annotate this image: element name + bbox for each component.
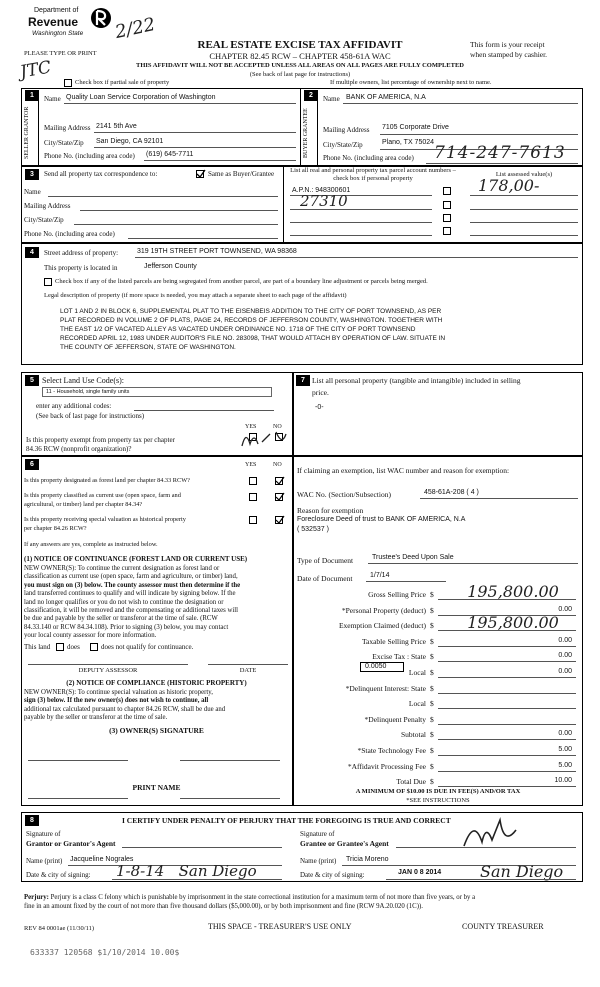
buyer-grantee-label: BUYER GRANTEE [303,108,309,158]
see-back: (See back of last page for instructions) [249,71,351,78]
s6-q3b: per chapter 84.26 RCW? [24,525,87,532]
certify-statement: I CERTIFY UNDER PENALTY OF PERJURY THAT THE FOREGOING IS TRUE AND CORRECT [122,816,451,825]
currency-sign: $ [430,714,434,724]
exempt-scribble-icon [240,428,290,450]
calc-row-value[interactable]: 0.00 [558,730,572,738]
grantee-date-stamp: JAN 0 8 2014 [398,869,442,876]
calc-row-label: *State Technology Fee [357,746,426,755]
does-label: does [67,643,80,651]
form-subtitle: CHAPTER 82.45 RCW – CHAPTER 458-61A WAC [209,51,391,61]
reason-label: Reason for exemption [297,506,364,515]
section-1-number: 1 [25,90,39,101]
section-2-number: 2 [304,90,318,101]
landuse-see-back: (See back of last page for instructions) [36,412,145,420]
s6-q2-yes-checkbox[interactable] [249,493,257,501]
deputy-assessor-label: DEPUTY ASSESSOR [78,667,138,674]
receipt-note-1: This form is your receipt [470,40,545,49]
does-not-label: does not qualify for continuance. [101,643,194,651]
s6-q3-yes-checkbox[interactable] [249,516,257,524]
s6-q1-no-check-icon [275,476,285,486]
legal-line-3: THE EAST 1/2 OF VACATED ALLEY AS VACATED UNDER ORDINANCE NO. 1718 OF THE CITY OF PORT TOWNSEND [60,326,416,333]
notice1-line: be due and payable by the seller or transferor at the time of sale. (RCW [24,615,218,623]
parcel-list-header: List all real and personal property tax parcel account numbers – check box if personal property [290,167,456,182]
calc-row-value[interactable]: 5.00 [558,746,572,753]
notice1-line: land transferred continues to qualify and will indicate by signing below. If the [24,590,236,598]
buyer-phone-field[interactable]: 714-247-7613 [434,143,566,163]
section7-label-2: price. [312,388,329,397]
seller-grantor-label: SELLER GRANTOR [24,106,30,160]
seller-city-label: City/State/Zip [44,139,84,147]
grantor-date-label: Date & city of signing: [26,871,91,879]
grantor-name-field[interactable]: Jacqueline Nograles [70,856,134,863]
partial-sale-label: Check box if partial sale of property [75,79,170,86]
section-6-number: 6 [25,459,39,470]
notice1-line: you must sign on (3) below. The county assessor must then determine if the [24,581,241,589]
calc-row-value[interactable]: 5.00 [558,761,572,769]
calc-row-label: *Affidavit Processing Fee [347,761,426,771]
notice2-text [24,689,289,723]
grantor-date-handwritten: 1-8-14 San Diego [116,862,257,880]
buyer-address-label: Mailing Address [323,126,370,134]
correspondence-label: Send all property tax correspondence to: [44,170,158,178]
this-land-label: This land [24,643,51,651]
revenue-logo [20,6,90,46]
corr-city-label: City/State/Zip [24,216,64,224]
section7-label-1: List all personal property (tangible and intangible) included in selling [312,376,521,385]
legal-line-5: THE COUNTY OF JEFFERSON, STATE OF WASHINGTON. [60,344,236,351]
dept-line2: Revenue [28,15,79,29]
seller-address-field[interactable]: 2141 5th Ave [96,123,137,130]
parcel-3-checkbox[interactable] [443,214,451,222]
perjury-text-2: fine in an amount fixed by the court of not more than five thousand dollars ($5,000.00), or by both imprisonment and fine (RCW 9A.20.020 (1C)). [24,903,423,910]
assessed-header: List assessed value(s) [495,171,553,178]
calc-row-label: Excise Tax : State [372,652,426,662]
seller-phone-label: Phone No. (including area code) [44,152,135,160]
calc-row-label: Gross Selling Price [368,590,426,599]
located-label: This property is located in [44,264,118,272]
calc-row-label: *Personal Property (deduct) [341,605,426,615]
notice1-line: your local county assessor for more information. [24,632,157,640]
currency-sign: $ [430,746,434,755]
s6-yes: YES [245,462,257,468]
calc-row-value[interactable]: 10.00 [554,777,572,785]
notice2-line: payable by the seller or transferor at the time of sale. [24,714,168,722]
s6-if-yes: If any answers are yes, complete as instructed below. [24,541,158,548]
receipt-line: 633337 120568 $1/10/2014 10.00$ [30,948,180,957]
seller-name-label: Name [44,95,61,103]
see-instructions: *SEE INSTRUCTIONS [406,797,470,804]
notice2-line: NEW OWNER(S): To continue special valuation as historic property, [24,689,213,696]
currency-sign: $ [430,761,434,771]
calc-row-label: Exemption Claimed (deduct) [338,621,426,631]
parcel-2-checkbox[interactable] [443,201,451,209]
same-as-buyer-check-icon [196,169,206,179]
s6-q1: Is this property designated as forest land per chapter 84.33 RCW? [24,477,190,484]
segregated-label: Check box if any of the listed parcels are being segregated from another parcel, are part of a boundary line adjustment or parcels being merged. [55,278,428,285]
legal-line-2: PLAT RECORDED IN VOLUME 2 OF PLATS, PAGE 24, RECORDS OF JEFFERSON COUNTY, WASHINGTON. TOGETHER WITH [60,317,443,324]
legal-label: Legal description of property (if more space is needed, you may attach a separate sheet to each page of the affidavit) [44,292,347,299]
currency-sign: $ [430,590,434,599]
notice2-line: additional tax calculated pursuant to chapter 84.26 RCW, shall be due and [24,705,226,713]
does-not-checkbox[interactable] [90,643,98,651]
calc-row-value[interactable]: 0.00 [558,605,572,613]
notice1-line: NEW OWNER(S): To continue the current designation as forest land or [24,565,220,572]
dept-line1: Department of [34,7,79,14]
buyer-address-field[interactable]: 7105 Corporate Drive [382,124,449,131]
form-title: REAL ESTATE EXCISE TAX AFFIDAVIT [197,39,403,51]
date-label: DATE [239,667,257,674]
assessed-handwritten: 178,00- [478,176,540,195]
form-warning: THIS AFFIDAVIT WILL NOT BE ACCEPTED UNLESS ALL AREAS ON ALL PAGES ARE FULLY COMPLETED [136,62,464,69]
exemption-label: If claiming an exemption, list WAC number and reason for exemption: [297,466,510,475]
revenue-emblem-icon [90,6,112,30]
section-3-number: 3 [25,169,39,180]
calc-row-value[interactable]: 0.00 [558,668,572,675]
wac-field[interactable]: 458-61A-208 ( 4 ) [424,489,479,496]
personal-property-field[interactable]: -0- [315,404,324,411]
rate-field[interactable]: 0.0050 [360,662,404,672]
grantee-sig-of: Signature of [300,830,335,838]
receipt-note-2: when stamped by cashier. [470,50,548,59]
street-field[interactable]: 319 19TH STREET PORT TOWNSEND, WA 98368 [137,248,297,255]
s6-q2-no-check-icon [275,492,285,502]
rev-number: REV 84 0001ae (11/30/11) [24,925,94,932]
street-label: Street address of property: [44,249,119,257]
calc-row-value[interactable]: 0.00 [558,652,572,660]
grantee-date-label: Date & city of signing: [300,871,365,879]
reason-field[interactable]: Foreclosure Deed of trust to BANK OF AMERICA, N.A [297,516,466,523]
notice1-text [24,565,289,641]
parcel-4-checkbox[interactable] [443,227,451,235]
currency-sign: $ [430,605,434,615]
handwritten-date: 2/22 [113,14,158,43]
notice1-line: classification as current use (open space, farm and agriculture, or timber) land, [24,573,238,581]
partial-sale-checkbox[interactable] [64,79,72,87]
calc-row-value[interactable]: 195,800.00 [467,582,559,601]
s6-q2a: Is this property classified as current use (open space, farm and [24,492,181,499]
exempt-q1: Is this property exempt from property tax per chapter [26,436,175,444]
owner-signature-label: (3) OWNER(S) SIGNATURE [109,726,204,735]
grantor-sig-of: Signature of [26,830,61,838]
legal-line-4: RECORDED APRIL 12, 1983 UNDER AUDITOR'S FILE NO. 283098, THAT WOULD ATTACH BY OPERATION OF LAW. SITUATE IN [60,335,446,342]
reason-num: ( 532537 ) [297,526,329,533]
section-4-number: 4 [25,247,39,258]
legal-line-1: LOT 1 AND 2 IN BLOCK 6, SUPPLEMENTAL PLAT TO THE EISENBEIS ADDITION TO THE CITY OF PORT TOWNSEND, AS PER [60,308,442,315]
calc-row-label: *Delinquent Penalty [364,714,426,724]
notice2-title: (2) NOTICE OF COMPLIANCE (HISTORIC PROPERTY) [66,679,247,687]
seller-address-label: Mailing Address [44,124,91,132]
perjury-text-1: Perjury is a class C felony which is punishable by imprisonment in the state correctional institution for a maximum term of not more than five years, or by a [50,894,476,901]
doc-date-label: Date of Document [297,574,353,583]
additional-codes-label: enter any additional codes: [36,402,112,410]
s6-q1-yes-checkbox[interactable] [249,477,257,485]
seller-city-field[interactable]: San Diego, CA 92101 [96,138,164,145]
doc-type-field[interactable]: Trustee's Deed Upon Sale [372,554,454,561]
currency-sign: $ [430,699,434,709]
notice1-line: 84.33.140 or RCW 84.34.108). Prior to signing (3) below, you may contact [24,623,229,631]
multiple-owners-label: If multiple owners, list percentage of ownership next to name. [330,79,492,86]
parcel-1-checkbox[interactable] [443,187,451,195]
apn-field[interactable]: A.P.N.: 948300601 [292,187,351,194]
currency-sign: $ [430,730,434,740]
perjury-label: Perjury: [24,894,49,901]
currency-sign: $ [430,621,434,631]
s6-q3a: Is this property receiving special valuation as historical property [24,516,186,523]
section-7-number: 7 [296,375,310,386]
same-as-buyer-label: Same as Buyer/Grantee [208,170,275,178]
landuse-label: Select Land Use Code(s): [42,376,124,385]
calc-row-value[interactable]: 195,800.00 [467,613,559,633]
calc-row-label: *Delinquent Interest: State [345,683,426,693]
buyer-name-label: Name [323,95,340,103]
grantee-city-handwritten: San Diego [480,862,564,881]
parcel-handwritten: 27310 [300,192,348,210]
corr-phone-label: Phone No. (including area code) [24,230,115,238]
calc-row-label: Local [408,699,426,709]
calc-row-label: Total Due [396,777,426,787]
section-8-number: 8 [25,815,39,826]
currency-sign: $ [430,636,434,646]
perjury-notice [24,893,584,911]
landuse-yes: YES [245,424,257,430]
calc-row-value[interactable]: 0.00 [558,636,572,644]
county-treasurer: COUNTY TREASURER [462,922,544,931]
doc-date-field[interactable]: 1/7/14 [370,572,390,579]
landuse-code-select[interactable]: 11 - Household, single family units [42,387,272,397]
calc-row-label: Subtotal [400,730,426,740]
s6-q3-no-check-icon [275,515,285,525]
seller-phone-field[interactable]: (619) 645-7711 [146,151,194,158]
grantee-name-label: Name (print) [300,857,337,865]
buyer-city-field[interactable]: Plano, TX 75024 [382,139,435,146]
grantee-agent-label: Grantee or Grantee's Agent [300,839,389,848]
calc-row-label: Local [408,668,426,677]
corr-address-label: Mailing Address [24,202,71,210]
corr-name-label: Name [24,188,41,196]
grantor-agent-label: Grantor or Grantor's Agent [26,839,116,848]
buyer-name-field[interactable]: BANK OF AMERICA, N.A [346,94,426,101]
doc-type-label: Type of Document [297,556,354,565]
handwritten-initials: JTC [18,57,53,83]
print-name-label: PRINT NAME [132,783,181,792]
grantor-name-label: Name (print) [26,857,63,865]
wac-label: WAC No. (Section/Subsection) [297,490,391,499]
buyer-phone-label: Phone No. (including area code) [323,154,414,162]
exempt-q2: 84.36 RCW (nonprofit organization)? [26,445,132,453]
currency-sign: $ [430,668,434,677]
notice1-line: land no longer qualifies or you do not wish to continue the designation or [24,598,224,606]
landuse-no: NO [273,424,282,430]
seller-name-field[interactable]: Quality Loan Service Corporation of Washington [66,94,216,101]
county-field[interactable]: Jefferson County [144,263,197,270]
treasurer-space: THIS SPACE - TREASURER'S USE ONLY [208,922,352,931]
dept-line3: Washington State [32,30,84,37]
segregated-checkbox[interactable] [44,278,52,286]
calc-row-label: Taxable Selling Price [361,636,426,646]
grantee-name-field[interactable]: Tricia Moreno [346,856,389,863]
please-type: PLEASE TYPE OR PRINT [24,50,97,57]
does-checkbox[interactable] [56,643,64,651]
minimum-note: A MINIMUM OF $10.00 IS DUE IN FEE(S) AND/OR TAX [355,788,521,795]
notice1-title: (1) NOTICE OF CONTINUANCE (FOREST LAND OR CURRENT USE) [24,555,248,563]
notice2-line: sign (3) below. If the new owner(s) does not wish to continue, all [24,697,209,705]
notice1-line: classification, it will be removed and the compensating or additional taxes will [24,607,239,615]
buyer-city-label: City/State/Zip [323,141,363,149]
currency-sign: $ [430,652,434,662]
s6-q2b: agricultural, or timber) land per chapter 84.34? [24,501,143,508]
currency-sign: $ [430,683,434,693]
currency-sign: $ [430,777,434,787]
section-5-number: 5 [25,375,39,386]
s6-no: NO [273,462,282,468]
